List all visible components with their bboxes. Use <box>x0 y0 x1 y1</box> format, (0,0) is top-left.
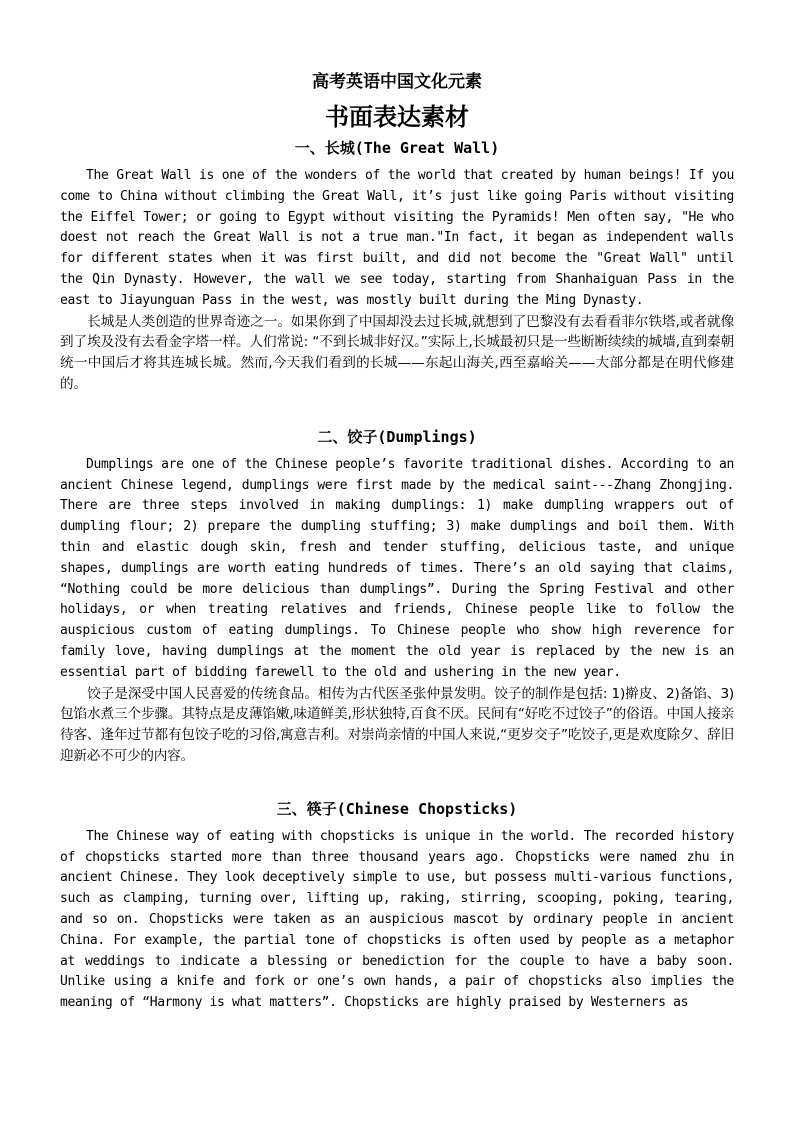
section-gap <box>60 395 734 425</box>
section-gap <box>60 767 734 797</box>
section-heading <box>60 797 734 821</box>
section-dumplings <box>60 425 734 767</box>
section-heading <box>60 136 734 160</box>
english-paragraph: Dumplings are one of the Chinese people’s favorite traditional dishes. According to an ancient Chinese legend, dumplings were first made by the medical saint---Zhang Zhongjing. There are three steps involved in making dumplings: 1) make dumpling wrappers out of dumpling flour; 2) prepare the dumpling stuffing; 3) make dumplings and boil them. With thin and elastic dough skin, fresh and tender stuffing, delicious taste, and unique shapes, dumplings are worth eating hundreds of times. There’s an old saying that claims, “Nothing could be more delicious than dumplings”. During the Spring Festival and other holidays, or when treating relatives and friends, Chinese people like to follow the auspicious custom of eating dumplings. To Chinese people who show high reverence for family love, having dumplings at the moment the old year is replaced by the new is an essential part of bidding farewell to the old and ushering in the new year. <box>60 456 734 680</box>
section-great-wall <box>60 136 734 395</box>
document-subtitle: 书面表达素材 <box>325 103 469 131</box>
chinese-paragraph: 饺子是深受中国人民喜爱的传统食品。相传为古代医圣张仲景发明。饺子的制作是包括: 1)擀皮、2)备馅、3)包馅水煮三个步骤。其特点是皮薄馅嫩,味道鲜美,形状独特,百食不厌。民间有“好吃不过饺子”的俗语。中国人接亲待客、逢年过节都有包饺子吃的习俗,寓意吉利。对崇尚亲情的中国人来说,“更岁交子”吃饺子,更是欢度除夕、辞旧迎新必不可少的内容。 <box>60 685 734 764</box>
section-heading-cn: 二、饺子 <box>317 427 378 446</box>
section-chopsticks <box>60 797 734 1014</box>
english-paragraph: The Great Wall is one of the wonders of the world that created by human beings! If you come to China without climbing the Great Wall, it’s just like going Paris without visiting the Eiffel Tower; or going to Egypt without visiting the Pyramids! Men often say, "He who doest not reach the Great Wall is not a true man."In fact, it began as independent walls for different states when it was first built, and did not become the "Great Wall" until the Qin Dynasty. However, the wall we see today, starting from Shanhaiguan Pass in the east to Jiayunguan Pass in the west, was mostly built during the Ming Dynasty. <box>60 168 734 308</box>
section-heading-en: (Dumplings) <box>377 427 477 446</box>
english-paragraph: The Chinese way of eating with chopsticks is unique in the world. The recorded history of chopsticks started more than three thousand years ago. Chopsticks were named zhu in ancient Chinese. They look deceptively simple to use, but possess multi-various functions, such as clamping, turning over, lifting up, raking, stirring, scooping, poking, tearing, and so on. Chopsticks were taken as an auspicious mascot by ordinary people in ancient China. For example, the partial tone of chopsticks is often used by people as a metaphor at weddings to indicate a blessing or benediction for the couple to have a baby soon. Unlike using a knife and fork or one’s own hands, a pair of chopsticks also implies the meaning of “Harmony is what matters”. Chopsticks are highly praised by Westerners as <box>60 828 734 1011</box>
section-heading <box>60 425 734 449</box>
section-heading-cn: 三、筷子 <box>276 799 337 818</box>
section-heading-en: (Chinese Chopsticks) <box>336 799 518 818</box>
section-heading-en: (The Great Wall) <box>354 139 500 157</box>
document-title: 高考英语中国文化元素 <box>312 72 482 92</box>
chinese-paragraph: 长城是人类创造的世界奇迹之一。如果你到了中国却没去过长城,就想到了巴黎没有去看看菲尔铁塔,或者就像到了埃及没有去看金字塔一样。人们常说: “不到长城非好汉。”实际上,长城最初只是一些断断续续的城墙,直到秦朝统一中国后才将其连城长城。然而,今天我们看到的长城——东起山海关,西至嘉峪关——大部分都是在明代修建的。 <box>60 313 734 392</box>
document-page <box>60 70 734 1014</box>
section-heading-cn: 一、长城 <box>294 139 355 157</box>
